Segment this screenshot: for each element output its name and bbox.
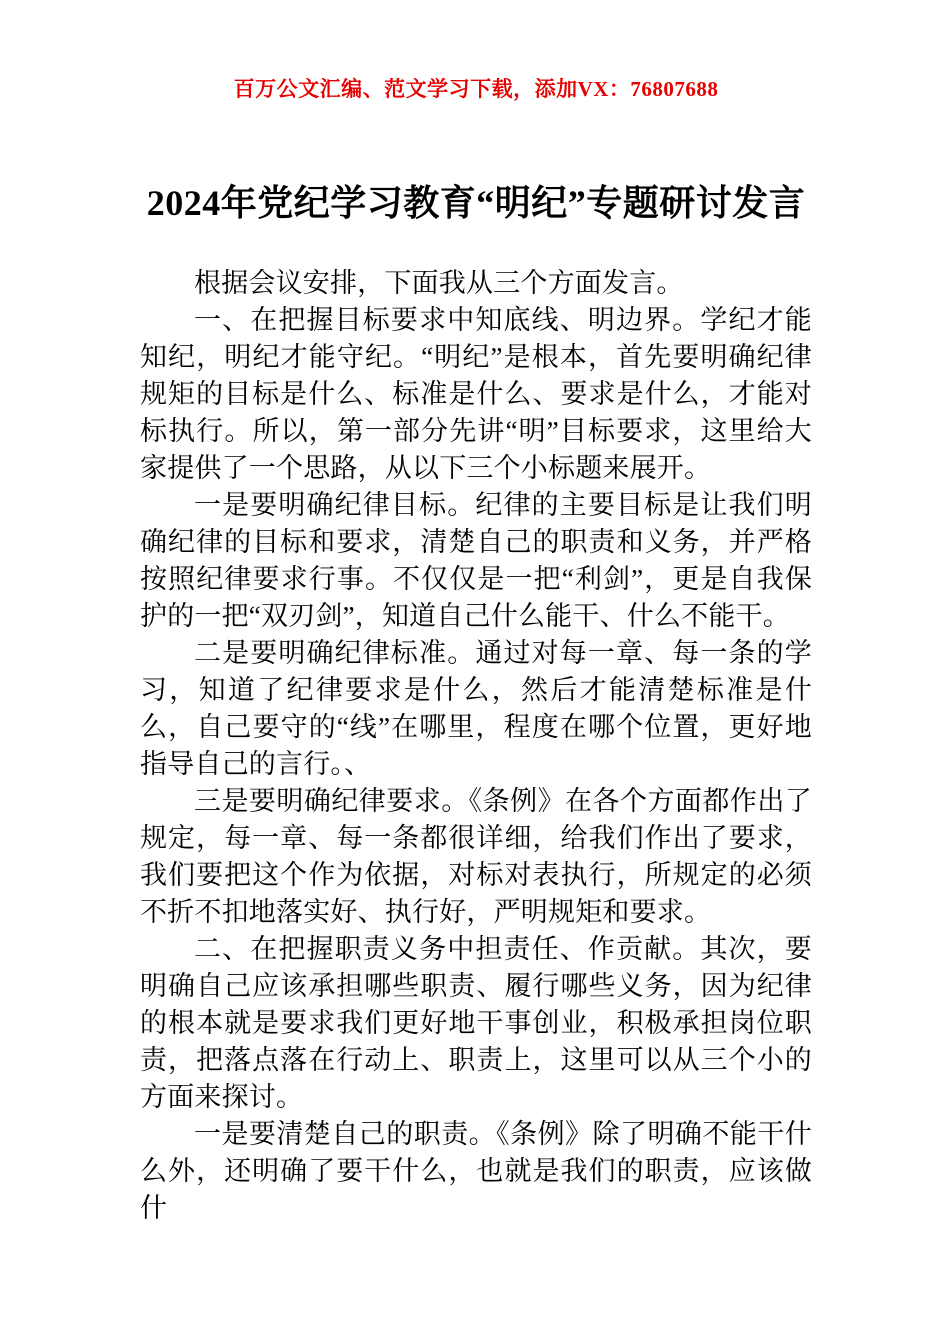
paragraph: 一是要明确纪律目标。纪律的主要目标是让我们明确纪律的目标和要求，清楚自己的职责和义务，并严格按照纪律要求行事。不仅仅是一把“利剑”，更是自我保护的一把“双刃剑”，知道自己什么能干、什么不能干。 [140,490,812,631]
document-body [140,265,812,1227]
paragraph: 二、在把握职责义务中担责任、作贡献。其次，要明确自己应该承担哪些职责、履行哪些义务，因为纪律的根本就是要求我们更好地干事创业，积极承担岗位职责，把落点落在行动上、职责上，这里可以从三个小的方面来探讨。 [140,934,812,1112]
document-title: 2024年党纪学习教育“明纪”专题研讨发言 [146,183,806,223]
paragraph: 三是要明确纪律要求。《条例》在各个方面都作出了规定，每一章、每一条都很详细，给我们作出了要求，我们要把这个作为依据，对标对表执行，所规定的必须不折不扣地落实好、执行好，严明规矩和要求。 [140,786,812,927]
paragraph: 二是要明确纪律标准。通过对每一章、每一条的学习，知道了纪律要求是什么，然后才能清楚标准是什么，自己要守的“线”在哪里，程度在哪个位置，更好地指导自己的言行。、 [140,638,812,779]
paragraph: 一是要清楚自己的职责。《条例》除了明确不能干什么外，还明确了要干什么，也就是我们的职责，应该做什 [140,1119,812,1223]
paragraph: 一、在把握目标要求中知底线、明边界。学纪才能知纪，明纪才能守纪。“明纪”是根本，首先要明确纪律规矩的目标是什么、标准是什么、要求是什么，才能对标执行。所以，第一部分先讲“明”目标要求，这里给大家提供了一个思路，从以下三个小标题来展开。 [140,305,812,483]
paragraph: 根据会议安排，下面我从三个方面发言。 [194,268,684,298]
header-notice: 百万公文汇编、范文学习下载，添加VX：76807688 [233,77,719,101]
